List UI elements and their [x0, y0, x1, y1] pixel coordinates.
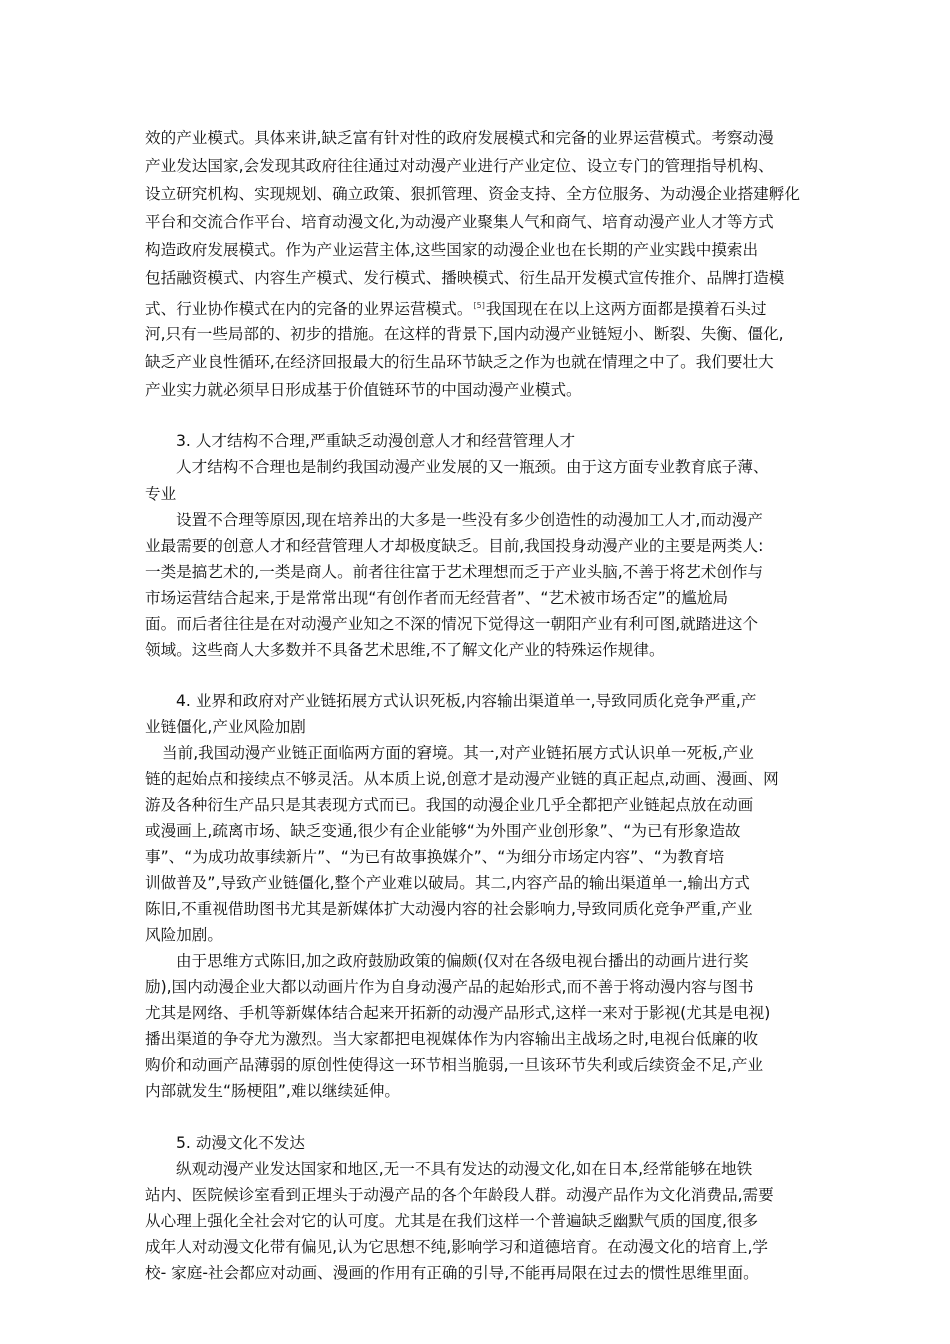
text-line: 人才结构不合理也是制约我国动漫产业发展的又一瓶颈。由于这方面专业教育底子薄、 — [176, 458, 769, 476]
text-line: 游及各种衍生产品只是其表现方式而已。我国的动漫企业几乎全都把产业链起点放在动画 — [145, 796, 754, 814]
text-line: 缺乏产业良性循环,在经济回报最大的衍生品环节缺乏之作为也就在情理之中了。我们要壮大 — [145, 353, 774, 371]
section-heading: 5. 动漫文化不发达 — [176, 1134, 305, 1152]
text-line: 业最需要的创意人才和经营管理人才却极度缺乏。目前,我国投身动漫产业的主要是两类人: — [145, 537, 764, 555]
text-line: 风险加剧。 — [145, 926, 223, 944]
text-line: 市场运营结合起来,于是常常出现“有创作者而无经营者”、“艺术被市场否定”的尴尬局 — [145, 589, 729, 607]
text-line: 尤其是网络、手机等新媒体结合起来开拓新的动漫产品形式,这样一来对于影视(尤其是电视) — [145, 1004, 771, 1022]
text-line: 设置不合理等原因,现在培养出的大多是一些没有多少创造性的动漫加工人才,而动漫产 — [176, 511, 763, 529]
text-line: 一类是搞艺术的,一类是商人。前者往往富于艺术理想而乏于产业头脑,不善于将艺术创作与 — [145, 563, 764, 581]
text-line: 面。而后者往往是在对动漫产业知之不深的情况下觉得这一朝阳产业有利可图,就踏进这个 — [145, 615, 759, 633]
text-line: 当前,我国动漫产业链正面临两方面的窘境。其一,对产业链拓展方式认识单一死板,产业 — [162, 744, 754, 762]
text-line: 播出渠道的争夺尤为激烈。当大家都把电视媒体作为内容输出主战场之时,电视台低廉的收 — [145, 1030, 759, 1048]
text-line: 产业发达国家,会发现其政府往往通过对动漫产业进行产业定位、设立专门的管理指导机构、 — [145, 157, 774, 175]
text-line: 校- 家庭-社会都应对动画、漫画的作用有正确的引导,不能再局限在过去的惯性思维里面。 — [145, 1264, 759, 1282]
text-line — [145, 293, 767, 319]
section-heading: 3. 人才结构不合理,严重缺乏动漫创意人才和经营管理人才 — [176, 432, 576, 450]
section-heading: 4. 业界和政府对产业链拓展方式认识死板,内容输出渠道单一,导致同质化竞争严重,产 — [176, 692, 757, 710]
text-line: 纵观动漫产业发达国家和地区,无一不具有发达的动漫文化,如在日本,经常能够在地铁 — [176, 1160, 753, 1178]
text-line: 事”、“为成功故事续新片”、“为已有故事换媒介”、“为细分市场定内容”、“为教育培 — [145, 848, 725, 866]
text-line: 专业 — [145, 485, 177, 503]
text-line: 包括融资模式、内容生产模式、发行模式、播映模式、衍生品开发模式宣传推介、品牌打造模 — [145, 269, 785, 287]
text-line: 陈旧,不重视借助图书尤其是新媒体扩大动漫内容的社会影响力,导致同质化竞争严重,产业 — [145, 900, 753, 918]
text-line: 领域。这些商人大多数并不具备艺术思维,不了解文化产业的特殊运作规律。 — [145, 641, 665, 659]
text-segment: 式、行业协作模式在内的完备的业界运营模式。 — [145, 300, 473, 319]
text-line: 训做普及”,导致产业链僵化,整个产业难以破局。其二,内容产品的输出渠道单一,输出方式 — [145, 874, 750, 892]
text-line: 内部就发生“肠梗阻”,难以继续延伸。 — [145, 1082, 401, 1100]
text-line: 产业实力就必须早日形成基于价值链环节的中国动漫产业模式。 — [145, 381, 582, 399]
text-line: 站内、医院候诊室看到正埋头于动漫产品的各个年龄段人群。动漫产品作为文化消费品,需要 — [145, 1186, 774, 1204]
text-line: 从心理上强化全社会对它的认可度。尤其是在我们这样一个普遍缺乏幽默气质的国度,很多 — [145, 1212, 759, 1230]
section-heading-cont: 业链僵化,产业风险加剧 — [145, 718, 306, 736]
text-line: 励),国内动漫企业大都以动画片作为自身动漫产品的起始形式,而不善于将动漫内容与图书 — [145, 978, 754, 996]
text-line: 由于思维方式陈旧,加之政府鼓励政策的偏颇(仅对在各级电视台播出的动画片进行奖 — [176, 952, 749, 970]
text-line: 或漫画上,疏离市场、缺乏变通,很少有企业能够“为外围产业创形象”、“为已有形象造故 — [145, 822, 741, 840]
text-line: 成年人对动漫文化带有偏见,认为它思想不纯,影响学习和道德培育。在动漫文化的培育上,学 — [145, 1238, 769, 1256]
footnote-marker: [5] — [473, 301, 485, 310]
text-line: 链的起始点和接续点不够灵活。从本质上说,创意才是动漫产业链的真正起点,动画、漫画、网 — [145, 770, 779, 788]
text-line: 购价和动画产品薄弱的原创性使得这一环节相当脆弱,一旦该环节失利或后续资金不足,产业 — [145, 1056, 764, 1074]
text-line: 构造政府发展模式。作为产业运营主体,这些国家的动漫企业也在长期的产业实践中摸索出 — [145, 241, 759, 259]
text-line: 河,只有一些局部的、初步的措施。在这样的背景下,国内动漫产业链短小、断裂、失衡、僵化, — [145, 325, 784, 343]
text-line: 效的产业模式。具体来讲,缺乏富有针对性的政府发展模式和完备的业界运营模式。考察动漫 — [145, 129, 774, 147]
text-line: 设立研究机构、实现规划、确立政策、狠抓管理、资金支持、全方位服务、为动漫企业搭建孵化 — [145, 185, 800, 203]
text-segment: 我国现在在以上这两方面都是摸着石头过 — [485, 300, 767, 319]
text-line: 平台和交流合作平台、培育动漫文化,为动漫产业聚集人气和商气、培育动漫产业人才等方式 — [145, 213, 774, 231]
